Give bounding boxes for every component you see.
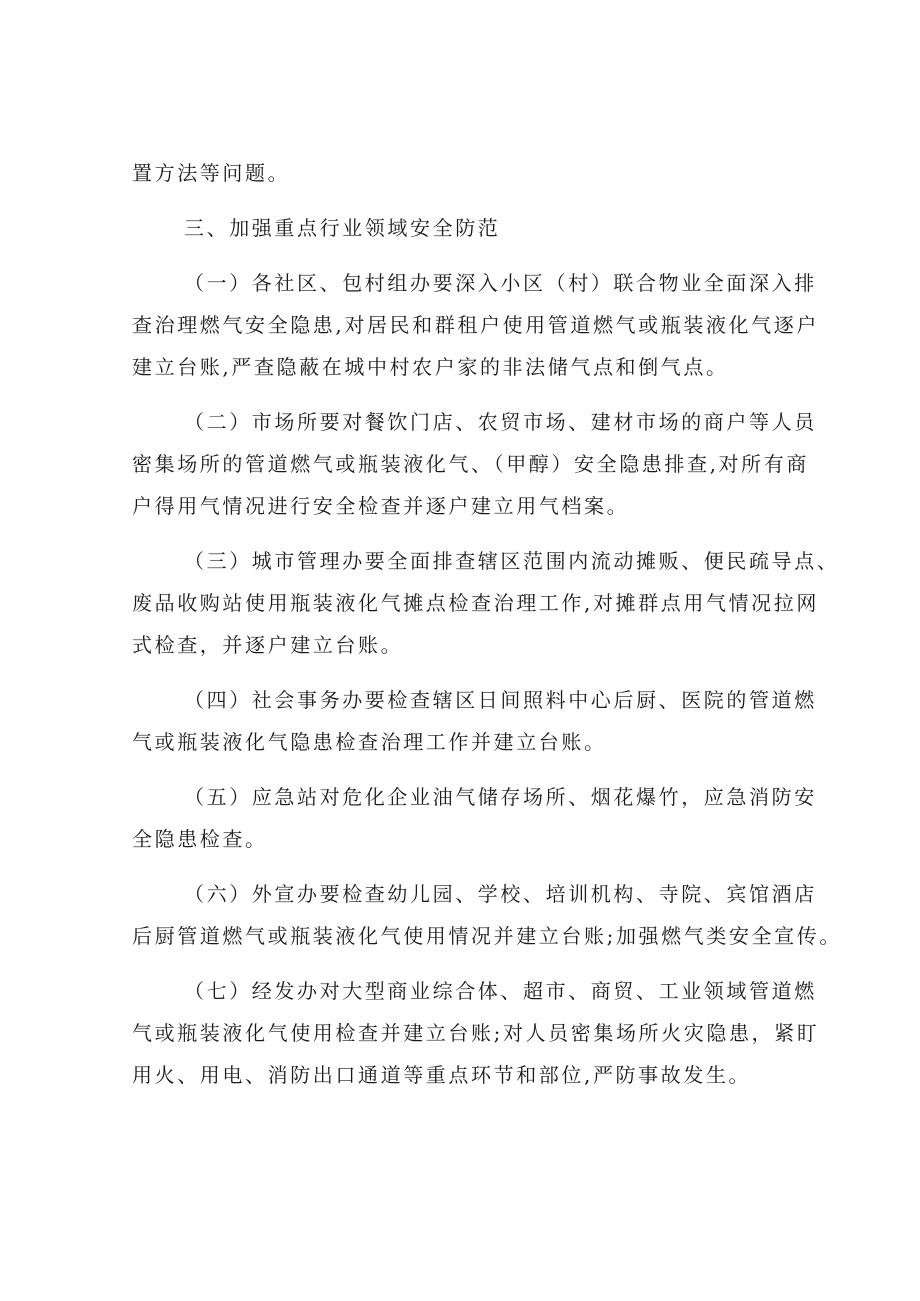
paragraph-line: （一）各社区、包村组办要深入小区（村）联合物业全面深入排 [184,271,817,295]
paragraph-line: 式检查，并逐户建立台账。 [132,633,404,657]
paragraph-line: 置方法等问题。 [132,161,291,185]
paragraph-line: （二）市场所要对餐饮门店、农贸市场、建材市场的商户等人员 [184,410,817,434]
paragraph-line: 户得用气情况进行安全检查并逐户建立用气档案。 [132,494,630,518]
paragraph-line: （三）城市管理办要全面排查辖区范围内流动摊贩、便民疏导点、 [184,549,840,573]
paragraph-line: 气或瓶装液化气使用检查并建立台账;对人员密集场所火灾隐患，紧盯 [132,1021,820,1045]
paragraph-line: 建立台账,严查隐蔽在城中村农户家的非法储气点和倒气点。 [132,355,729,379]
paragraph-line: （五）应急站对危化企业油气储存场所、烟花爆竹，应急消防安 [184,785,817,809]
paragraph-line: 后厨管道燃气或瓶装液化气使用情况并建立台账;加强燃气类安全宣传。 [132,924,842,948]
paragraph-line: （四）社会事务办要检查辖区日间照料中心后厨、医院的管道燃 [184,688,817,712]
paragraph-line: 密集场所的管道燃气或瓶装液化气、（甲醇）安全隐患排查,对所有商 [132,452,809,476]
paragraph-line: 气或瓶装液化气隐患检查治理工作并建立台账。 [132,730,607,754]
section-heading: 三、加强重点行业领域安全防范 [184,216,501,240]
paragraph-line: 用火、用电、消防出口通道等重点环节和部位,严防事故发生。 [132,1063,752,1087]
paragraph-line: 查治理燃气安全隐患,对居民和群租户使用管道燃气或瓶装液化气逐户 [132,313,819,337]
paragraph-line: （六）外宣办要检查幼儿园、学校、培训机构、寺院、宾馆酒店 [184,882,817,906]
paragraph-line: 废品收购站使用瓶装液化气摊点检查治理工作,对摊群点用气情况拉网 [132,591,819,615]
paragraph-line: 全隐患检查。 [132,827,268,851]
paragraph-line: （七）经发办对大型商业综合体、超市、商贸、工业领域管道燃 [184,979,817,1003]
document-body [132,152,842,1096]
